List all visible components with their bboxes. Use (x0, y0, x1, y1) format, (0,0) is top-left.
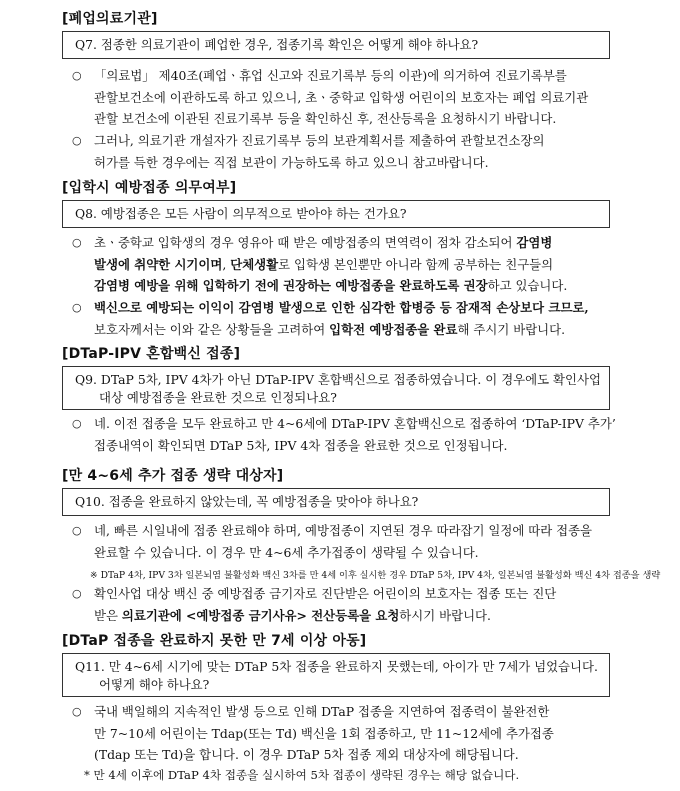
answer-text: 하고 있습니다. (487, 278, 568, 293)
answer-text: 하시기 바랍니다. (399, 607, 491, 623)
question-box-q11 (62, 653, 610, 697)
section-title-dtap-over-7: [DTaP 접종을 완료하지 못한 만 7세 이상 아동] (62, 633, 367, 649)
answer-line: 네, 빠른 시일내에 접종 완료해야 하며, 예방접종이 지연된 경우 따라잡기 일정에 따라 접종을 (94, 523, 593, 538)
answer-emphasis: 백신으로 예방되는 이익이 감염병 발생으로 인한 심각한 합병증 등 잠재적 손상보다 크므로, (94, 300, 589, 315)
question-box-q8 (62, 200, 610, 228)
question-text: Q9. DTaP 5차, IPV 4차가 아닌 DTaP-IPV 혼합백신으로 접종하였습니다. 이 경우에도 확인사업 (75, 372, 601, 387)
answer-bullet (72, 65, 620, 130)
footnote: * 만 4세 이후에 DTaP 4차 접종을 실시하여 5차 접종이 생략된 경우는 해당 없습니다. (84, 768, 520, 782)
answer-text: , (222, 256, 231, 272)
answer-text: 해 주시기 바랍니다. (457, 321, 566, 337)
answer-text: 보호자께서는 이와 같은 상황들을 고려하여 (94, 321, 330, 337)
question-text: Q8. 예방접종은 모든 사람이 의무적으로 받아야 하는 건가요? (75, 206, 407, 221)
answer-line (94, 254, 620, 276)
section-title-skip-booster: [만 4~6세 추가 접종 생략 대상자] (62, 468, 284, 484)
answer-line: 허가를 득한 경우에는 직접 보관이 가능하도록 하고 있으니 참고바랍니다. (94, 154, 489, 170)
bullet-mark: ○ (72, 705, 82, 718)
answer-bullet (72, 701, 620, 766)
answer-emphasis: 의료기관에 <예방접종 금기사유> 전산등록을 요청 (121, 607, 400, 623)
question-text: Q7. 점종한 의료기관이 폐업한 경우, 접종기록 확인은 어떻게 해야 하나요? (75, 37, 479, 52)
question-text: Q11. 만 4~6세 시기에 맞는 DTaP 5차 접종을 완료하지 못했는데, 아이가 만 7세가 넘었습니다. (75, 659, 598, 674)
answer-line: 「의료법」 제40조(폐업ㆍ휴업 신고와 진료기록부 등의 이관)에 의거하여 진료기록부를 (94, 68, 567, 83)
footnote: ※ DTaP 4차, IPV 3차 일본뇌염 불활성화 백신 3차를 만 4세 이후 실시한 경우 DTaP 5차, IPV 4차, 일본뇌염 불활성화 백신 4차 접종을 생략 (90, 570, 661, 581)
answer-bullet (72, 297, 620, 340)
answer-line (94, 232, 620, 254)
question-box-q7 (62, 31, 610, 59)
section-title-school-vaccination: [입학시 예방접종 의무여부] (62, 180, 237, 196)
question-box-q10 (62, 488, 610, 516)
bullet-mark: ○ (72, 417, 82, 430)
answer-bullet (72, 413, 620, 456)
section-title-dtap-ipv: [DTaP-IPV 혼합백신 접종] (62, 346, 241, 362)
bullet-mark: ○ (72, 524, 82, 537)
answer-line (94, 605, 620, 627)
bullet-mark: ○ (72, 236, 82, 249)
answer-emphasis: 단체생활 (230, 256, 279, 272)
answer-line: 그러나, 의료기관 개설자가 진료기록부 등의 보관계획서를 제출하여 관할보건소장의 (94, 133, 545, 148)
answer-line: 확인사업 대상 백신 중 예방접종 금기자로 진단받은 어린이의 보호자는 접종 또는 진단 (94, 586, 557, 601)
answer-line: 국내 백일해의 지속적인 발생 등으로 인해 DTaP 접종을 지연하여 접종력이 불완전한 (94, 704, 550, 719)
answer-line (94, 319, 620, 341)
answer-bullet (72, 130, 620, 173)
bullet-mark: ○ (72, 301, 82, 314)
answer-text: 받은 (94, 607, 122, 623)
question-text: 대상 예방접종을 완료한 것으로 인정되나요? (99, 390, 337, 405)
answer-emphasis: 감염병 (516, 235, 553, 250)
bullet-mark: ○ (72, 69, 82, 82)
answer-emphasis: 감염병 예방을 위해 입학하기 전에 권장하는 예방접종을 완료하도록 권장 (94, 278, 488, 293)
answer-bullet (72, 520, 620, 563)
answer-bullet (72, 583, 620, 626)
answer-line: 네. 이전 접종을 모두 완료하고 만 4~6세에 DTaP-IPV 혼합백신으로 접종하여 ‘DTaP-IPV 추가’ (94, 416, 616, 431)
answer-emphasis: 발생에 취약한 시기이며 (94, 256, 223, 272)
answer-line: (Tdap 또는 Td)을 합니다. 이 경우 DTaP 5차 접종 제외 대상자에 해당됩니다. (94, 747, 519, 762)
answer-line: 만 7~10세 어린이는 Tdap(또는 Td) 백신을 1회 접종하고, 만 11~12세에 추가접종 (94, 725, 554, 741)
question-text: Q10. 접종을 완료하지 않았는데, 꼭 예방접종을 맞아야 하나요? (75, 494, 419, 509)
question-box-q9 (62, 366, 610, 410)
question-text: 어떻게 해야 하나요? (99, 677, 210, 692)
answer-text: 초ㆍ중학교 입학생의 경우 영유아 때 받은 예방접종의 면역력이 점차 감소되어 (94, 235, 517, 250)
answer-line (94, 275, 620, 297)
answer-line: 접종내역이 확인되면 DTaP 5차, IPV 4차 접종을 완료한 것으로 인정됩니다. (94, 437, 508, 453)
answer-text: 로 입학생 본인뿐만 아니라 함께 공부하는 친구들의 (278, 256, 554, 272)
answer-line: 관할 보건소에 이관된 진료기록부 등을 확인하신 후, 전산등록을 요청하시기 바랍니다. (94, 111, 557, 126)
answer-line: 완료할 수 있습니다. 이 경우 만 4~6세 추가접종이 생략될 수 있습니다. (94, 544, 479, 560)
bullet-mark: ○ (72, 587, 82, 600)
answer-line: 관할보건소에 이관하도록 하고 있으니, 초ㆍ중학교 입학생 어린이의 보호자는 폐업 의료기관 (94, 89, 589, 105)
answer-bullet (72, 232, 620, 297)
section-title-closed-clinic: [폐업의료기관] (62, 11, 158, 27)
answer-emphasis: 입학전 예방접종을 완료 (329, 321, 458, 337)
bullet-mark: ○ (72, 134, 82, 147)
